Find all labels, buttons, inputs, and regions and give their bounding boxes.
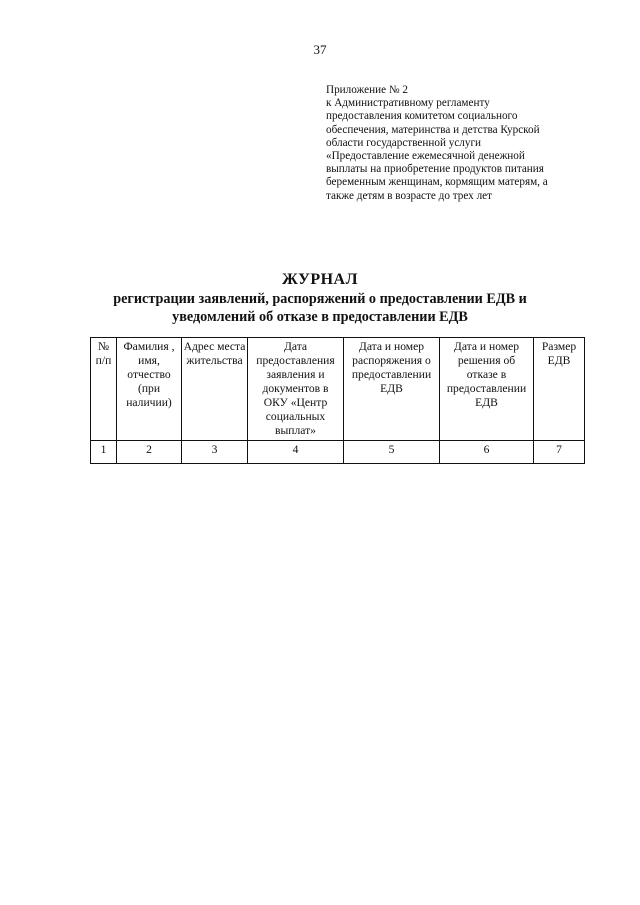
column-number-cell: 7 [534,441,585,464]
column-number-cell: 3 [182,441,248,464]
title-line-2: уведомлений об отказе в предоставлении ЕДВ [172,309,468,325]
column-number-cell: 4 [248,441,344,464]
table-row [91,441,585,464]
appendix-line: предоставления комитетом социального [326,110,518,123]
column-number-cell: 6 [440,441,534,464]
header-cell-submission-date: Дата предоставления заявления и документов в ОКУ «Центр социальных выплат» [248,338,344,441]
header-cell-refusal-date: Дата и номер решения об отказе в предоставлении ЕДВ [440,338,534,441]
appendix-line: обеспечения, материнства и детства Курской [326,123,540,136]
header-cell-order-date: Дата и номер распоряжения о предоставлении ЕДВ [344,338,440,441]
table-header-row [91,338,585,441]
column-number-cell: 1 [91,441,117,464]
title-main: ЖУРНАЛ [281,271,359,288]
header-cell-number: № п/п [91,338,117,441]
appendix-line: выплаты на приобретение продуктов питания [326,163,544,176]
title-line-1: регистрации заявлений, распоряжений о предоставлении ЕДВ и [113,291,527,307]
appendix-line: беременным женщинам, кормящим матерям, а [326,176,548,189]
document-title [0,270,640,326]
column-number-cell: 5 [344,441,440,464]
column-number-cell: 2 [117,441,182,464]
appendix-line: также детям в возрасте до трех лет [326,189,493,202]
page-number: 37 [313,42,327,57]
header-cell-amount: Размер ЕДВ [534,338,585,441]
appendix-line: Приложение № 2 [326,84,408,96]
header-cell-fullname: Фамилия , имя, отчество (при наличии) [117,338,182,441]
appendix-line: области государственной услуги [326,136,482,149]
appendix-line: к Административному регламенту [326,97,490,110]
journal-table [90,337,585,464]
appendix-line: «Предоставление ежемесячной денежной [326,150,525,163]
header-cell-address: Адрес места жительства [182,338,248,441]
appendix-block [326,84,586,203]
